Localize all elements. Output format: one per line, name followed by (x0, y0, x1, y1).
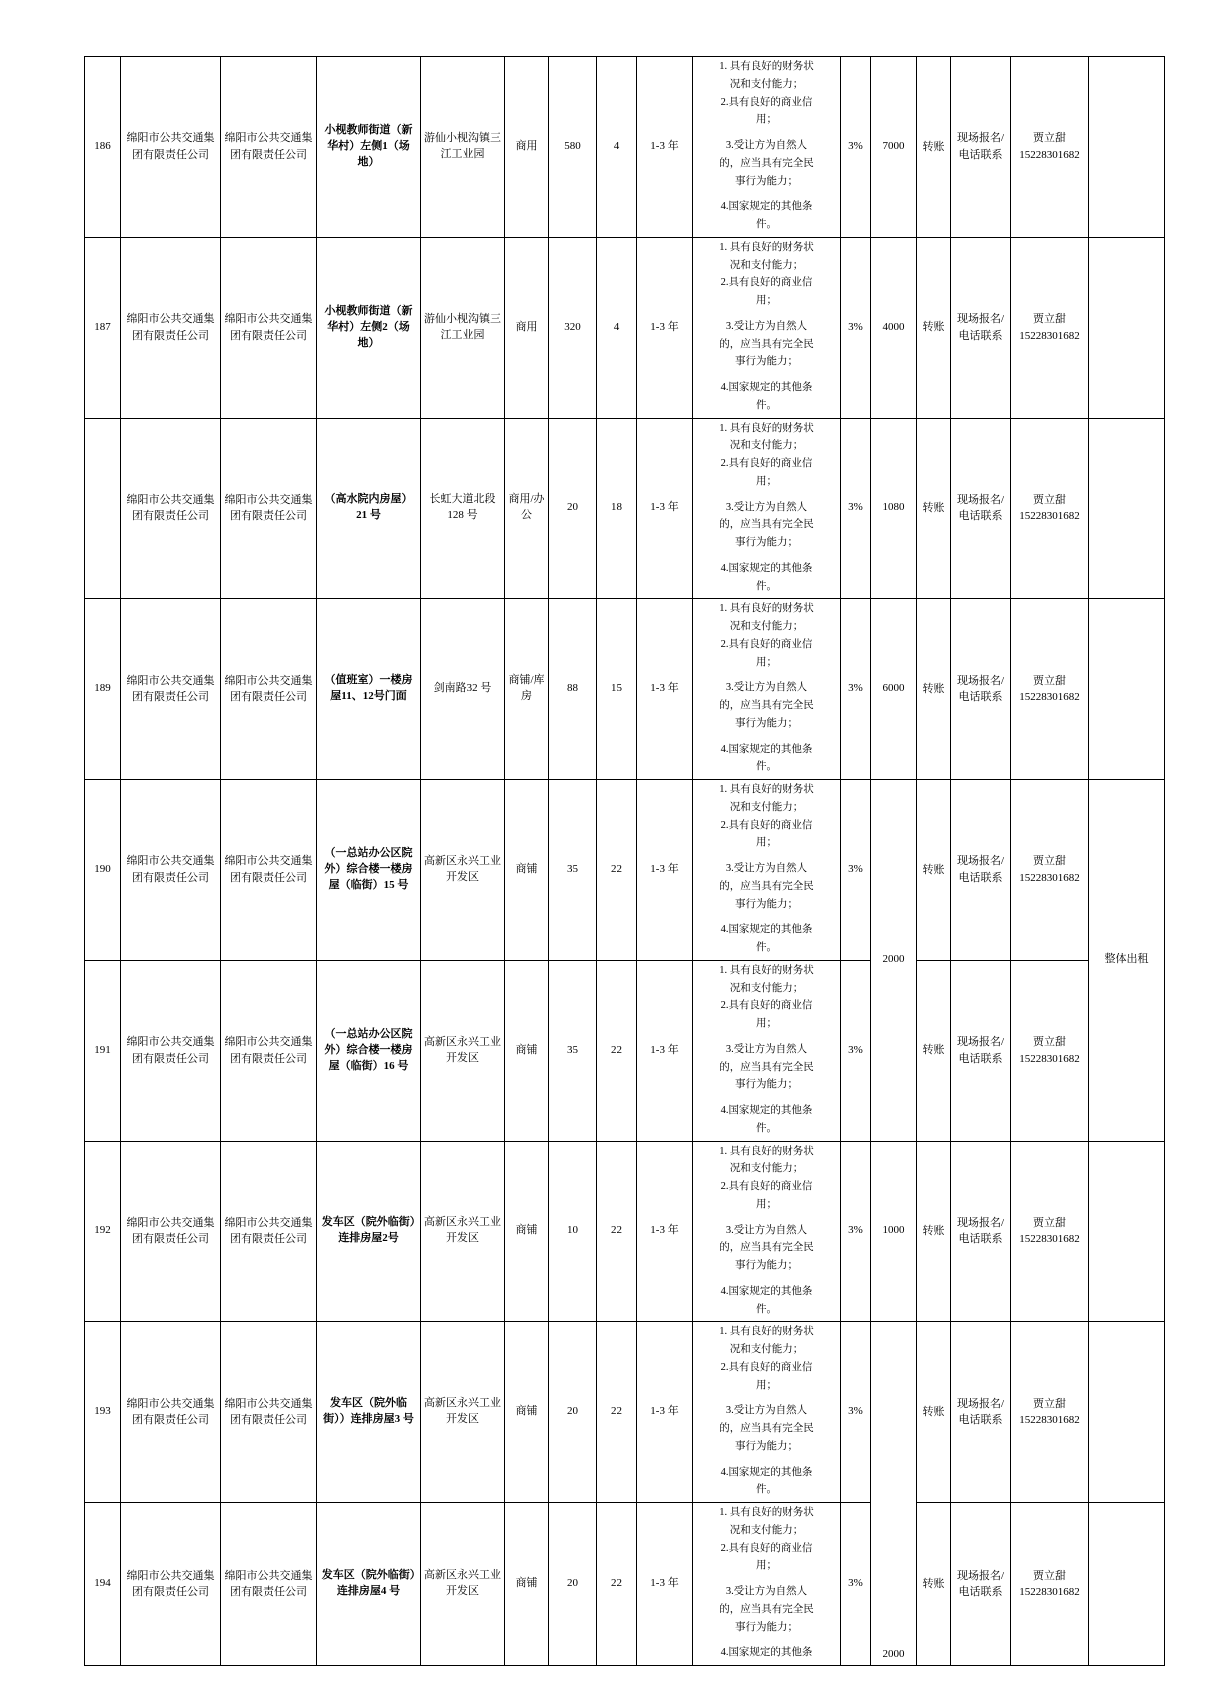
condition-line: 2.具有良好的商业信 (720, 638, 813, 650)
property-years: 1-3 年 (637, 780, 693, 961)
property-area: 20 (549, 1322, 597, 1503)
owner-unit: 绵阳市公共交通集团有限责任公司 (121, 599, 221, 780)
registration-method: 现场报名/电话联系 (951, 780, 1011, 961)
row-index: 193 (85, 1322, 121, 1503)
condition-line: 事行为能力； (735, 537, 798, 548)
manager-unit: 绵阳市公共交通集团有限责任公司 (221, 418, 317, 599)
condition-line: 件。 (756, 1303, 777, 1315)
contact-name: 贾立甜 (1033, 855, 1066, 868)
payment-method: 转账 (917, 57, 951, 238)
condition-line: 用； (756, 656, 777, 668)
starting-price: 2000 (871, 1322, 917, 1666)
property-listing-table (84, 56, 1165, 1666)
deposit-rate: 3% (841, 780, 871, 961)
condition-line: 的，应当具有完全民 (719, 519, 814, 531)
condition-line: 事行为能力； (735, 1621, 798, 1633)
table-row (85, 418, 1165, 599)
contact-phone: 15228301682 (1019, 148, 1080, 161)
registration-method: 现场报名/电话联系 (951, 237, 1011, 418)
property-name: （一总站办公区院外）综合楼一楼房屋（临街）16 号 (317, 960, 421, 1141)
condition-line: 1. 具有良好的财务状 (719, 784, 814, 795)
contact-info (1011, 418, 1089, 599)
property-area: 20 (549, 418, 597, 599)
owner-unit: 绵阳市公共交通集团有限责任公司 (121, 418, 221, 599)
contact-phone: 15228301682 (1019, 1586, 1080, 1598)
condition-line: 3.受让方为自然人 (725, 140, 808, 151)
condition-line: 件。 (756, 399, 777, 411)
condition-line: 况和支付能力； (729, 982, 804, 994)
property-years: 1-3 年 (637, 57, 693, 238)
manager-unit: 绵阳市公共交通集团有限责任公司 (221, 57, 317, 238)
condition-line: 件。 (756, 1484, 777, 1496)
owner-unit: 绵阳市公共交通集团有限责任公司 (121, 57, 221, 238)
payment-method: 转账 (917, 599, 951, 780)
payment-method: 转账 (917, 960, 951, 1141)
property-name: 发车区（院外临街））连排房屋3 号 (317, 1322, 421, 1503)
registration-method: 现场报名/电话联系 (951, 1141, 1011, 1322)
condition-line: 2.具有良好的商业信 (720, 819, 813, 831)
condition-line: 的，应当具有完全民 (719, 700, 814, 711)
remark (1089, 1141, 1165, 1322)
property-address: 高新区永兴工业开发区 (421, 960, 505, 1141)
property-address: 游仙小枧沟镇三江工业园 (421, 57, 505, 238)
table-row (85, 780, 1165, 961)
condition-line: 1. 具有良好的财务状 (719, 61, 814, 72)
deposit-rate: 3% (841, 1141, 871, 1322)
property-term: 4 (597, 57, 637, 238)
condition-line: 3.受让方为自然人 (725, 863, 808, 874)
property-area: 35 (549, 780, 597, 961)
property-name: （值班室）一楼房屋11、12号门面 (317, 599, 421, 780)
property-use: 商铺 (505, 780, 549, 961)
row-index: 189 (85, 599, 121, 780)
condition-line: 1. 具有良好的财务状 (719, 241, 814, 253)
property-name: 小枧教师街道（新华村）左侧2（场地） (317, 237, 421, 418)
condition-line: 4.国家规定的其他条 (720, 201, 813, 213)
property-use: 商铺 (505, 1503, 549, 1666)
row-index: 187 (85, 237, 121, 418)
property-term: 18 (597, 418, 637, 599)
property-use: 商铺 (505, 1322, 549, 1503)
row-index: 192 (85, 1141, 121, 1322)
property-years: 1-3 年 (637, 1503, 693, 1666)
condition-line: 用； (756, 1018, 777, 1029)
contact-info (1011, 780, 1089, 961)
property-term: 22 (597, 1322, 637, 1503)
deposit-rate: 3% (841, 418, 871, 599)
condition-line: 况和支付能力； (729, 78, 804, 90)
condition-line: 3.受让方为自然人 (725, 320, 808, 332)
contact-info (1011, 57, 1089, 238)
deposit-rate: 3% (841, 960, 871, 1141)
property-term: 22 (597, 1141, 637, 1322)
property-address: 高新区永兴工业开发区 (421, 1322, 505, 1503)
property-name: （高水院内房屋）21 号 (317, 418, 421, 599)
property-term: 15 (597, 599, 637, 780)
starting-price: 1080 (871, 418, 917, 599)
registration-method: 现场报名/电话联系 (951, 418, 1011, 599)
condition-line: 件。 (756, 219, 777, 230)
condition-line: 1. 具有良好的财务状 (719, 422, 814, 434)
registration-method: 现场报名/电话联系 (951, 1322, 1011, 1503)
condition-line: 事行为能力； (735, 1079, 798, 1091)
property-address: 高新区永兴工业开发区 (421, 1503, 505, 1666)
remark: 整体出租 (1089, 780, 1165, 1142)
condition-line: 事行为能力； (735, 356, 798, 368)
contact-phone: 15228301682 (1019, 329, 1080, 342)
condition-line: 用； (756, 475, 777, 487)
table-row (85, 57, 1165, 238)
owner-unit: 绵阳市公共交通集团有限责任公司 (121, 1141, 221, 1322)
contact-phone: 15228301682 (1019, 691, 1080, 704)
contact-phone: 15228301682 (1019, 871, 1080, 884)
condition-line: 件。 (756, 580, 777, 592)
condition-line: 事行为能力； (735, 175, 798, 187)
registration-method: 现场报名/电话联系 (951, 960, 1011, 1141)
property-use: 商铺 (505, 960, 549, 1141)
property-years: 1-3 年 (637, 418, 693, 599)
table-row (85, 237, 1165, 418)
contact-phone: 15228301682 (1019, 510, 1080, 523)
condition-line: 件。 (756, 942, 777, 953)
payment-method: 转账 (917, 237, 951, 418)
payment-method: 转账 (917, 1322, 951, 1503)
row-index: 194 (85, 1503, 121, 1666)
condition-line: 1. 具有良好的财务状 (719, 603, 814, 615)
condition-line: 3.受让方为自然人 (725, 1405, 808, 1417)
row-index: 191 (85, 960, 121, 1141)
contact-phone: 15228301682 (1019, 1414, 1080, 1427)
contact-name: 贾立甜 (1033, 1569, 1066, 1582)
property-term: 22 (597, 960, 637, 1141)
manager-unit: 绵阳市公共交通集团有限责任公司 (221, 780, 317, 961)
owner-unit: 绵阳市公共交通集团有限责任公司 (121, 960, 221, 1141)
condition-line: 4.国家规定的其他条 (720, 1285, 813, 1297)
owner-unit: 绵阳市公共交通集团有限责任公司 (121, 237, 221, 418)
condition-line: 1. 具有良好的财务状 (719, 1145, 814, 1157)
contact-name: 贾立甜 (1033, 1397, 1066, 1410)
condition-line: 事行为能力； (735, 1260, 798, 1271)
condition-line: 况和支付能力； (729, 1163, 804, 1175)
condition-line: 1. 具有良好的财务状 (719, 1326, 814, 1338)
condition-line: 3.受让方为自然人 (725, 1224, 808, 1236)
manager-unit: 绵阳市公共交通集团有限责任公司 (221, 599, 317, 780)
condition-line: 1. 具有良好的财务状 (719, 964, 814, 976)
contact-info (1011, 960, 1089, 1141)
contact-phone: 15228301682 (1019, 1233, 1080, 1246)
condition-line: 的，应当具有完全民 (719, 157, 814, 169)
manager-unit: 绵阳市公共交通集团有限责任公司 (221, 1503, 317, 1666)
property-years: 1-3 年 (637, 237, 693, 418)
starting-price: 4000 (871, 237, 917, 418)
property-years: 1-3 年 (637, 599, 693, 780)
remark (1089, 237, 1165, 418)
condition-line: 况和支付能力； (729, 1524, 804, 1536)
deposit-rate: 3% (841, 1322, 871, 1503)
condition-line: 况和支付能力； (729, 1344, 804, 1355)
property-address: 剑南路32 号 (421, 599, 505, 780)
condition-line: 3.受让方为自然人 (725, 501, 808, 513)
property-name: 发车区（院外临街）连排房屋2号 (317, 1141, 421, 1322)
condition-line: 4.国家规定的其他条 (720, 1105, 813, 1116)
owner-unit: 绵阳市公共交通集团有限责任公司 (121, 780, 221, 961)
manager-unit: 绵阳市公共交通集团有限责任公司 (221, 960, 317, 1141)
remark (1089, 57, 1165, 238)
payment-method: 转账 (917, 418, 951, 599)
property-term: 4 (597, 237, 637, 418)
remark (1089, 1322, 1165, 1503)
table-row (85, 960, 1165, 1141)
condition-line: 用； (756, 837, 777, 849)
condition-line: 的，应当具有完全民 (719, 338, 814, 350)
deposit-rate: 3% (841, 599, 871, 780)
contact-name: 贾立甜 (1033, 313, 1066, 326)
transfer-conditions (693, 57, 841, 238)
starting-price: 1000 (871, 1141, 917, 1322)
condition-line: 况和支付能力； (729, 621, 804, 632)
condition-line: 2.具有良好的商业信 (720, 96, 813, 108)
property-term: 22 (597, 1503, 637, 1666)
condition-line: 件。 (756, 1122, 777, 1134)
table-row (85, 1503, 1165, 1666)
manager-unit: 绵阳市公共交通集团有限责任公司 (221, 237, 317, 418)
condition-line: 用； (756, 1198, 777, 1210)
contact-name: 贾立甜 (1033, 1036, 1066, 1049)
condition-line: 况和支付能力； (729, 801, 804, 813)
transfer-conditions (693, 960, 841, 1141)
property-name: （一总站办公区院外）综合楼一楼房屋（临街）15 号 (317, 780, 421, 961)
condition-line: 件。 (756, 761, 777, 773)
condition-line: 的，应当具有完全民 (719, 1423, 814, 1434)
registration-method: 现场报名/电话联系 (951, 1503, 1011, 1666)
table-row (85, 599, 1165, 780)
property-use: 商铺 (505, 1141, 549, 1322)
condition-line: 3.受让方为自然人 (725, 1043, 808, 1055)
property-use: 商用 (505, 237, 549, 418)
starting-price: 2000 (871, 780, 917, 1142)
property-name: 小枧教师街道（新华村）左侧1（场地） (317, 57, 421, 238)
remark (1089, 418, 1165, 599)
property-address: 长虹大道北段128 号 (421, 418, 505, 599)
registration-method: 现场报名/电话联系 (951, 57, 1011, 238)
condition-line: 2.具有良好的商业信 (720, 277, 813, 289)
condition-line: 况和支付能力； (729, 259, 804, 271)
property-use: 商用/办公 (505, 418, 549, 599)
contact-name: 贾立甜 (1033, 1216, 1066, 1229)
condition-line: 2.具有良好的商业信 (720, 458, 813, 469)
condition-line: 1. 具有良好的财务状 (719, 1507, 814, 1518)
deposit-rate: 3% (841, 237, 871, 418)
contact-info (1011, 1503, 1089, 1666)
condition-line: 的，应当具有完全民 (719, 1603, 814, 1615)
payment-method: 转账 (917, 780, 951, 961)
owner-unit: 绵阳市公共交通集团有限责任公司 (121, 1322, 221, 1503)
contact-info (1011, 237, 1089, 418)
row-index: 190 (85, 780, 121, 961)
condition-line: 3.受让方为自然人 (725, 1586, 808, 1597)
registration-method: 现场报名/电话联系 (951, 599, 1011, 780)
owner-unit: 绵阳市公共交通集团有限责任公司 (121, 1503, 221, 1666)
condition-line: 3.受让方为自然人 (725, 682, 808, 694)
manager-unit: 绵阳市公共交通集团有限责任公司 (221, 1322, 317, 1503)
contact-info (1011, 1141, 1089, 1322)
condition-line: 4.国家规定的其他条 (720, 382, 813, 393)
property-area: 10 (549, 1141, 597, 1322)
condition-line: 4.国家规定的其他条 (720, 743, 813, 755)
condition-line: 事行为能力； (735, 717, 798, 729)
deposit-rate: 3% (841, 1503, 871, 1666)
contact-info (1011, 599, 1089, 780)
condition-line: 用； (756, 295, 777, 306)
transfer-conditions (693, 1322, 841, 1503)
contact-name: 贾立甜 (1033, 674, 1066, 687)
transfer-conditions (693, 1141, 841, 1322)
property-address: 高新区永兴工业开发区 (421, 780, 505, 961)
property-use: 商铺/库房 (505, 599, 549, 780)
condition-line: 事行为能力； (735, 1440, 798, 1452)
condition-line: 的，应当具有完全民 (719, 1061, 814, 1073)
condition-line: 2.具有良好的商业信 (720, 1181, 813, 1192)
table-row (85, 1322, 1165, 1503)
condition-line: 的，应当具有完全民 (719, 880, 814, 892)
transfer-conditions (693, 599, 841, 780)
property-name: 发车区（院外临街）连排房屋4 号 (317, 1503, 421, 1666)
contact-phone: 15228301682 (1019, 1052, 1080, 1065)
property-years: 1-3 年 (637, 960, 693, 1141)
transfer-conditions (693, 780, 841, 961)
row-index: 186 (85, 57, 121, 238)
property-years: 1-3 年 (637, 1141, 693, 1322)
transfer-conditions (693, 1503, 841, 1666)
starting-price: 6000 (871, 599, 917, 780)
remark (1089, 1503, 1165, 1666)
condition-line: 4.国家规定的其他条 (720, 1466, 813, 1478)
transfer-conditions (693, 418, 841, 599)
property-area: 88 (549, 599, 597, 780)
condition-line: 事行为能力； (735, 898, 798, 910)
condition-line: 2.具有良好的商业信 (720, 1000, 813, 1012)
property-years: 1-3 年 (637, 1322, 693, 1503)
condition-line: 4.国家规定的其他条 (720, 562, 813, 574)
condition-line: 4.国家规定的其他条 (720, 924, 813, 936)
deposit-rate: 3% (841, 57, 871, 238)
condition-line: 用； (756, 1379, 777, 1391)
condition-line: 况和支付能力； (729, 440, 804, 452)
property-address: 游仙小枧沟镇三江工业园 (421, 237, 505, 418)
property-area: 35 (549, 960, 597, 1141)
contact-info (1011, 1322, 1089, 1503)
contact-name: 贾立甜 (1033, 132, 1066, 145)
property-use: 商用 (505, 57, 549, 238)
starting-price: 7000 (871, 57, 917, 238)
contact-name: 贾立甜 (1033, 493, 1066, 506)
property-term: 22 (597, 780, 637, 961)
property-area: 320 (549, 237, 597, 418)
condition-line: 的，应当具有完全民 (719, 1242, 814, 1254)
condition-line: 2.具有良好的商业信 (720, 1361, 813, 1373)
condition-line: 用； (756, 114, 777, 126)
payment-method: 转账 (917, 1503, 951, 1666)
transfer-conditions (693, 237, 841, 418)
property-address: 高新区永兴工业开发区 (421, 1141, 505, 1322)
payment-method: 转账 (917, 1141, 951, 1322)
remark (1089, 599, 1165, 780)
row-index (85, 418, 121, 599)
condition-line: 4.国家规定的其他条 (720, 1647, 813, 1659)
property-area: 580 (549, 57, 597, 238)
table-row (85, 1141, 1165, 1322)
condition-line: 用； (756, 1560, 777, 1572)
property-area: 20 (549, 1503, 597, 1666)
manager-unit: 绵阳市公共交通集团有限责任公司 (221, 1141, 317, 1322)
condition-line: 2.具有良好的商业信 (720, 1542, 813, 1554)
